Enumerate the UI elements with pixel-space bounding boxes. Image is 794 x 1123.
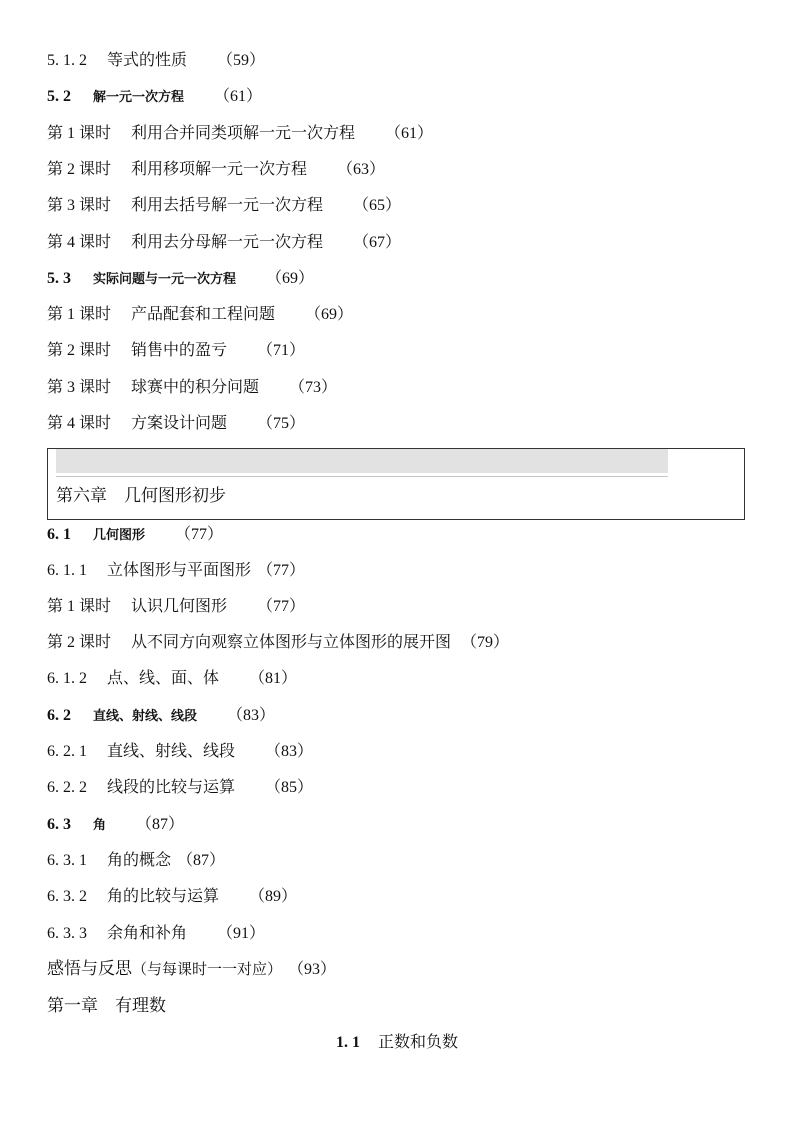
toc-number: 第 1 课时 [47, 598, 112, 615]
toc-page: （89） [249, 888, 298, 905]
toc-page: （61） [214, 88, 263, 105]
toc-title: 直线、射线、线段 [107, 741, 236, 760]
toc-title: 等式的性质 [107, 50, 188, 69]
toc-title: 从不同方向观察立体图形与立体图形的展开图 [131, 632, 452, 651]
toc-page: （65） [353, 197, 402, 214]
toc-page: （77） [175, 526, 224, 543]
toc-page: （67） [353, 234, 402, 251]
toc-title: 利用去括号解一元一次方程 [131, 195, 324, 214]
reflection-page: （93） [296, 961, 337, 978]
toc-title: 余角和补角 [107, 923, 188, 942]
toc-number: 5. 3 [47, 270, 71, 287]
toc-number: 6. 2 [47, 707, 71, 724]
toc-page: （87） [136, 816, 185, 833]
shaded-band [56, 449, 668, 473]
toc-line [47, 340, 305, 361]
toc-title: 点、线、面、体 [107, 668, 220, 687]
toc-section-line [47, 86, 262, 108]
toc-section-line [47, 814, 184, 836]
toc-number: 6. 2. 1 [47, 743, 87, 760]
chapter-six-title: 第六章 几何图形初步 [56, 486, 226, 506]
toc-page: （83） [265, 743, 314, 760]
chapter-six-box [47, 448, 745, 520]
toc-number: 6. 1. 2 [47, 670, 87, 687]
toc-page: （59） [217, 52, 266, 69]
toc-page: （87） [177, 852, 226, 869]
toc-line [47, 50, 265, 71]
toc-line [47, 850, 225, 871]
toc-line [47, 886, 297, 907]
divider [56, 476, 668, 477]
toc-title: 认识几何图形 [131, 596, 228, 615]
toc-title: 直线、射线、线段 [93, 709, 198, 724]
toc-page: （79） [461, 634, 510, 651]
reflection-note: （与每课时一一对应） [132, 960, 283, 978]
toc-section-line [47, 705, 275, 727]
toc-title: 角的概念 [107, 850, 172, 869]
toc-number: 6. 3. 1 [47, 852, 87, 869]
toc-number: 第 2 课时 [47, 161, 112, 178]
toc-page: （81） [249, 670, 298, 687]
reflection-line [47, 958, 336, 981]
toc-number: 第 2 课时 [47, 634, 112, 651]
toc-title: 实际问题与一元一次方程 [93, 272, 237, 287]
toc-number: 第 1 课时 [47, 125, 112, 142]
toc-title: 销售中的盈亏 [131, 340, 228, 359]
toc-page: （69） [266, 270, 315, 287]
toc-line [47, 159, 385, 180]
toc-line [47, 413, 305, 434]
toc-page: （75） [257, 415, 306, 432]
toc-line [47, 741, 313, 762]
toc-title: 角的比较与运算 [107, 886, 220, 905]
toc-number: 第 2 课时 [47, 342, 112, 359]
toc-title: 解一元一次方程 [93, 90, 185, 105]
toc-number: 第 3 课时 [47, 379, 112, 396]
toc-number: 6. 1 [47, 526, 71, 543]
toc-page: （69） [305, 306, 354, 323]
section-heading [0, 1031, 794, 1054]
toc-title: 利用移项解一元一次方程 [131, 159, 308, 178]
section-heading-number: 1. 1 [335, 1034, 360, 1051]
toc-page: （83） [227, 707, 276, 724]
toc-line [47, 596, 305, 617]
toc-number: 6. 3. 3 [47, 925, 87, 942]
toc-page: （73） [289, 379, 338, 396]
toc-title: 线段的比较与运算 [107, 777, 236, 796]
toc-title: 几何图形 [93, 528, 146, 543]
toc-line [47, 123, 433, 144]
toc-section-line [47, 268, 314, 290]
toc-line [47, 632, 509, 653]
toc-number: 6. 1. 1 [47, 562, 87, 579]
toc-number: 5. 2 [47, 88, 71, 105]
toc-title: 利用去分母解一元一次方程 [131, 232, 324, 251]
toc-line [47, 304, 353, 325]
toc-title: 球赛中的积分问题 [131, 377, 260, 396]
toc-section-line [47, 524, 223, 546]
toc-number: 6. 3. 2 [47, 888, 87, 905]
toc-title: 方案设计问题 [131, 413, 228, 432]
toc-line [47, 777, 313, 798]
chapter-one-title: 第一章 有理数 [47, 996, 166, 1016]
toc-number: 6. 2. 2 [47, 779, 87, 796]
toc-page: （63） [337, 161, 386, 178]
toc-page: （77） [257, 562, 306, 579]
toc-title: 角 [93, 818, 107, 833]
toc-number: 第 3 课时 [47, 197, 112, 214]
toc-number: 第 4 课时 [47, 415, 112, 432]
toc-line [47, 668, 297, 689]
toc-number: 第 4 课时 [47, 234, 112, 251]
toc-title: 利用合并同类项解一元一次方程 [131, 123, 356, 142]
toc-title: 立体图形与平面图形 [107, 560, 252, 579]
toc-page: （91） [217, 925, 266, 942]
toc-page: （71） [257, 342, 306, 359]
toc-line [47, 232, 401, 253]
toc-page: （61） [385, 125, 434, 142]
toc-line [47, 923, 265, 944]
toc-line [47, 560, 305, 581]
reflection-title: 感悟与反思 [47, 959, 132, 979]
toc-number: 6. 3 [47, 816, 71, 833]
toc-page: （85） [265, 779, 314, 796]
toc-line [47, 377, 337, 398]
toc-number: 5. 1. 2 [47, 52, 87, 69]
toc-title: 产品配套和工程问题 [131, 304, 276, 323]
toc-line [47, 195, 401, 216]
section-heading-title: 正数和负数 [377, 1032, 458, 1051]
toc-page: （77） [257, 598, 306, 615]
toc-number: 第 1 课时 [47, 306, 112, 323]
